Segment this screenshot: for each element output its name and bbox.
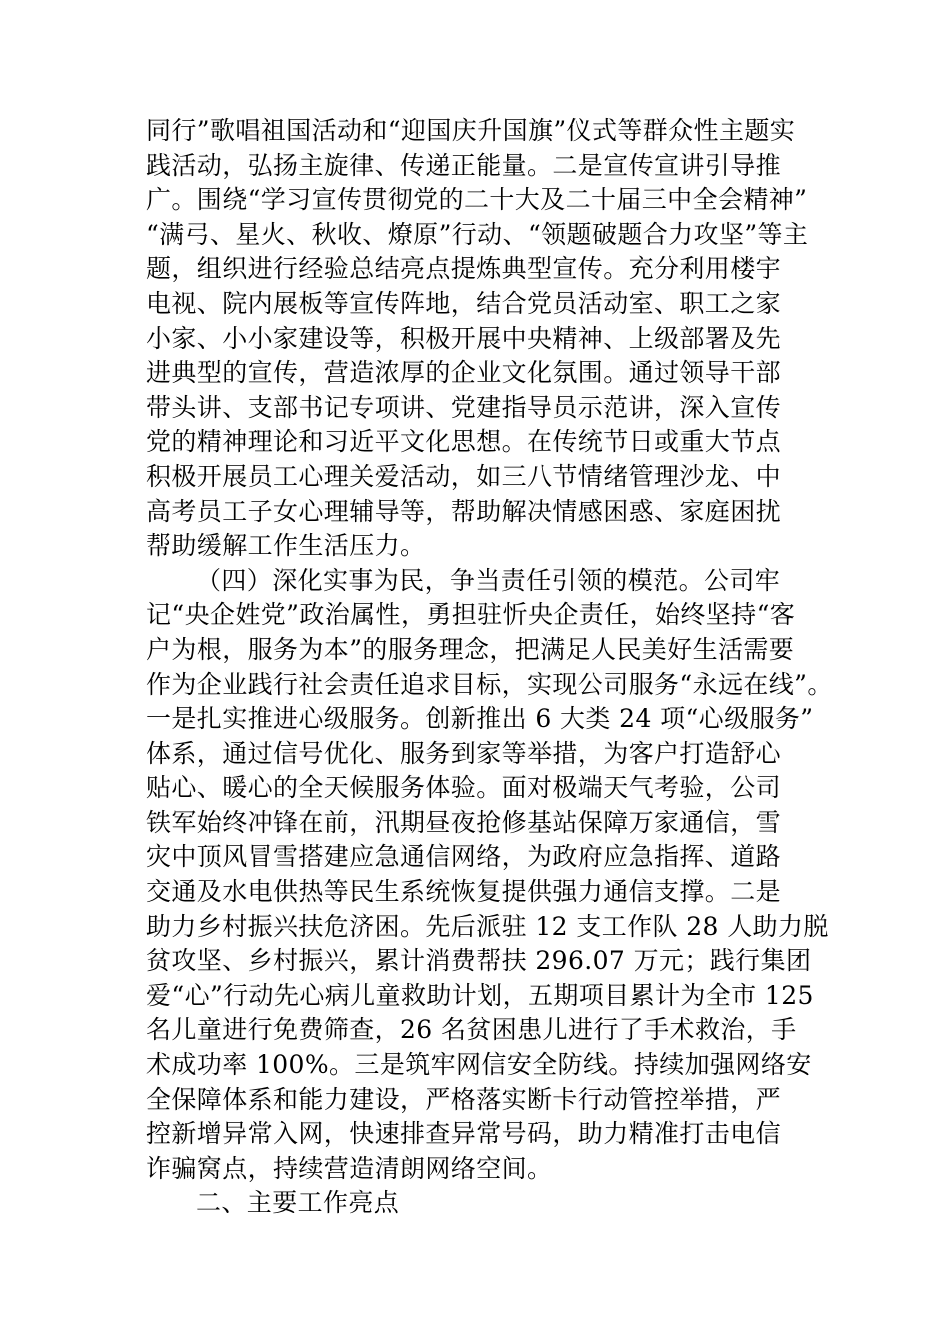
- text-line: 作为企业践行社会责任追求目标，实现公司服务“永远在线”。: [146, 669, 833, 699]
- text-line: 交通及水电供热等民生系统恢复提供强力通信支撑。二是: [146, 877, 782, 907]
- text-line: 贫攻坚、乡村振兴，累计消费帮扶 296.07 万元；践行集团: [146, 946, 812, 976]
- text-line: 帮助缓解工作生活压力。: [146, 531, 426, 561]
- text-line: 贴心、暖心的全天候服务体验。面对极端天气考验，公司: [146, 773, 782, 803]
- text-line: 高考员工子女心理辅导等，帮助解决情感困惑、家庭困扰: [146, 496, 782, 526]
- text-line: 爱“心”行动先心病儿童救助计划，五期项目累计为全市 125: [146, 980, 814, 1010]
- text-line: 铁军始终冲锋在前，汛期昼夜抢修基站保障万家通信，雪: [146, 807, 782, 837]
- text-line: 党的精神理论和习近平文化思想。在传统节日或重大节点: [146, 427, 782, 457]
- text-line: 灾中顶风冒雪搭建应急通信网络，为政府应急指挥、道路: [146, 842, 782, 872]
- text-line: 术成功率 100%。三是筑牢网信安全防线。持续加强网络安: [146, 1050, 812, 1080]
- body-text: [146, 114, 833, 1221]
- text-line: 广。围绕“学习宣传贯彻党的二十大及二十届三中全会精神”: [146, 185, 808, 215]
- text-line: “满弓、星火、秋收、燎原”行动、“领题破题合力攻坚”等主: [146, 219, 809, 249]
- text-line: 积极开展员工心理关爱活动，如三八节情绪管理沙龙、中: [146, 461, 782, 491]
- section-heading: 二、主要工作亮点: [196, 1188, 400, 1218]
- text-line: 名儿童进行免费筛查，26 名贫困患儿进行了手术救治，手: [146, 1015, 797, 1045]
- text-line: 进典型的宣传，营造浓厚的企业文化氛围。通过领导干部: [146, 358, 782, 388]
- text-line: 电视、院内展板等宣传阵地，结合党员活动室、职工之家: [146, 288, 782, 318]
- text-line: 记“央企姓党”政治属性，勇担驻忻央企责任，始终坚持“客: [146, 600, 796, 630]
- text-line: 户为根，服务为本”的服务理念，把满足人民美好生活需要: [146, 634, 795, 664]
- text-line: 小家、小小家建设等，积极开展中央精神、上级部署及先: [146, 323, 782, 353]
- text-line: 助力乡村振兴扶危济困。先后派驻 12 支工作队 28 人助力脱: [146, 911, 829, 941]
- text-line: 控新增异常入网，快速排查异常号码，助力精准打击电信: [146, 1119, 782, 1149]
- text-line: 带头讲、支部书记专项讲、党建指导员示范讲，深入宣传: [146, 392, 782, 422]
- text-line: 同行”歌唱祖国活动和“迎国庆升国旗”仪式等群众性主题实: [146, 116, 796, 145]
- text-line: 诈骗窝点，持续营造清朗网络空间。: [146, 1153, 553, 1183]
- text-line: 题，组织进行经验总结亮点提炼典型宣传。充分利用楼宇: [146, 254, 782, 284]
- text-line: 全保障体系和能力建设，严格落实断卡行动管控举措，严: [146, 1084, 782, 1114]
- paragraph-start-line: （四）深化实事为民，争当责任引领的模范。公司牢: [196, 565, 781, 595]
- text-line: 一是扎实推进心级服务。创新推出 6 大类 24 项“心级服务”: [146, 704, 814, 734]
- text-line: 体系，通过信号优化、服务到家等举措，为客户打造舒心: [146, 738, 782, 768]
- text-line: 践活动，弘扬主旋律、传递正能量。二是宣传宣讲引导推: [146, 150, 782, 180]
